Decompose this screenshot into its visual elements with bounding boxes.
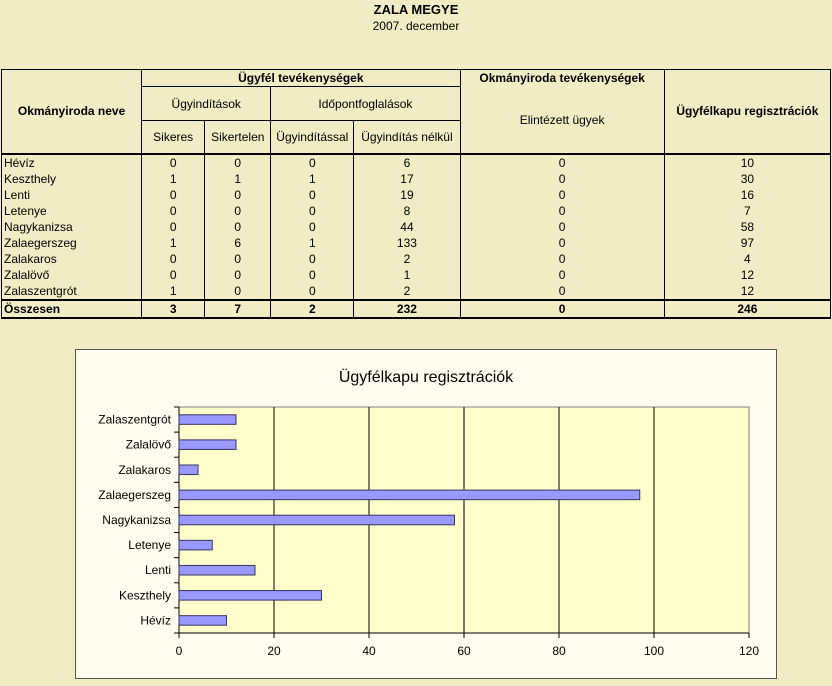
bar-chart [76,350,776,678]
x-tick-label: 0 [175,644,183,658]
value-cell: 0 [460,300,664,318]
chart-panel [75,349,777,679]
value-cell: 246 [664,300,830,318]
value-cell: 2 [354,283,460,300]
value-cell: 6 [205,235,271,251]
bar [179,616,227,626]
y-category-label: Zalaszentgrót [98,412,171,427]
bar [179,565,255,575]
y-category-label: Letenye [128,538,171,553]
value-cell: 0 [205,251,271,267]
value-cell: 0 [205,203,271,219]
value-cell: 0 [460,203,664,219]
header-ugyfel-group: Ügyfél tevékenységek [142,70,460,87]
table-row [2,203,831,219]
total-row [2,300,831,318]
value-cell: 4 [664,251,830,267]
header-sikeres: Sikeres [142,121,205,154]
y-category-label: Lenti [144,563,171,578]
bar [179,465,198,475]
header-ugyinditas-nelkul: Ügyindítás nélkül [354,121,460,154]
value-cell: 16 [664,187,830,203]
bar [179,540,212,550]
value-cell: 0 [460,187,664,203]
table-row [2,187,831,203]
office-name-cell: Összesen [2,300,142,318]
value-cell: 10 [664,154,830,171]
page-title: ZALA MEGYE [373,2,459,17]
x-tick-label: 60 [457,644,471,658]
table-row [2,283,831,300]
office-name-cell: Lenti [2,187,142,203]
value-cell: 12 [664,267,830,283]
office-name-cell: Zalalövő [2,267,142,283]
value-cell: 7 [664,203,830,219]
value-cell: 6 [354,154,460,171]
value-cell: 0 [271,154,354,171]
value-cell: 0 [460,171,664,187]
value-cell: 17 [354,171,460,187]
value-cell: 0 [271,203,354,219]
header-idopontfoglalasok: Időpontfoglalások [271,87,460,121]
value-cell: 232 [354,300,460,318]
office-name-cell: Letenye [2,203,142,219]
value-cell: 0 [271,283,354,300]
value-cell: 1 [142,283,205,300]
value-cell: 97 [664,235,830,251]
value-cell: 1 [354,267,460,283]
y-category-label: Hévíz [140,613,171,628]
value-cell: 44 [354,219,460,235]
value-cell: 0 [142,154,205,171]
table-row [2,251,831,267]
x-tick-label: 120 [738,644,760,658]
table-row [2,154,831,171]
x-tick-label: 40 [362,644,376,658]
office-name-cell: Hévíz [2,154,142,171]
bar [179,490,640,500]
value-cell: 0 [205,267,271,283]
value-cell: 8 [354,203,460,219]
value-cell: 0 [205,187,271,203]
value-cell: 0 [142,187,205,203]
office-name-cell: Keszthely [2,171,142,187]
value-cell: 12 [664,283,830,300]
value-cell: 0 [271,267,354,283]
table-row [2,235,831,251]
value-cell: 0 [142,251,205,267]
value-cell: 0 [271,187,354,203]
value-cell: 3 [142,300,205,318]
bar [179,440,236,450]
bar [179,515,455,525]
page-subtitle: 2007. december [372,19,460,33]
y-category-label: Nagykanizsa [102,513,171,527]
header-office-name: Okmányiroda neve [2,70,142,154]
value-cell: 0 [460,251,664,267]
value-cell: 1 [205,171,271,187]
value-cell: 19 [354,187,460,203]
stats-table [1,69,831,319]
table-row [2,219,831,235]
header-ugyinditassal: Ügyindítással [271,121,354,154]
office-name-cell: Nagykanizsa [2,219,142,235]
value-cell: 2 [271,300,354,318]
value-cell: 1 [142,171,205,187]
y-category-label: Zalaegerszeg [98,487,171,502]
value-cell: 7 [205,300,271,318]
value-cell: 0 [271,251,354,267]
office-name-cell: Zalaszentgrót [2,283,142,300]
value-cell: 2 [354,251,460,267]
y-category-label: Zalalövő [125,437,171,452]
y-category-label: Keszthely [118,588,171,603]
value-cell: 0 [460,235,664,251]
chart-title: Ügyfélkapu regisztrációk [338,369,514,386]
header-ugyinditasok: Ügyindítások [142,87,271,121]
value-cell: 0 [460,219,664,235]
value-cell: 0 [460,267,664,283]
value-cell: 1 [271,171,354,187]
value-cell: 58 [664,219,830,235]
header-sikertelen: Sikertelen [205,121,271,154]
value-cell: 1 [142,235,205,251]
bar [179,415,236,425]
value-cell: 0 [460,283,664,300]
value-cell: 0 [205,154,271,171]
office-name-cell: Zalaegerszeg [2,235,142,251]
table-row [2,267,831,283]
office-name-cell: Zalakaros [2,251,142,267]
value-cell: 0 [142,203,205,219]
x-tick-label: 20 [267,644,281,658]
value-cell: 133 [354,235,460,251]
header-okmany-group: Okmányiroda tevékenységek [460,70,664,87]
x-tick-label: 100 [643,644,665,658]
value-cell: 0 [205,283,271,300]
table-row [2,171,831,187]
value-cell: 0 [142,267,205,283]
value-cell: 0 [205,219,271,235]
table-body [2,154,831,318]
header-ugyfelkapu: Ügyfélkapu regisztrációk [664,70,830,154]
value-cell: 0 [271,219,354,235]
value-cell: 1 [271,235,354,251]
y-category-label: Zalakaros [118,462,171,477]
bar [179,591,322,601]
x-tick-label: 80 [552,644,566,658]
value-cell: 0 [460,154,664,171]
value-cell: 0 [142,219,205,235]
value-cell: 30 [664,171,830,187]
header-elintezett: Elintézett ügyek [460,87,664,154]
